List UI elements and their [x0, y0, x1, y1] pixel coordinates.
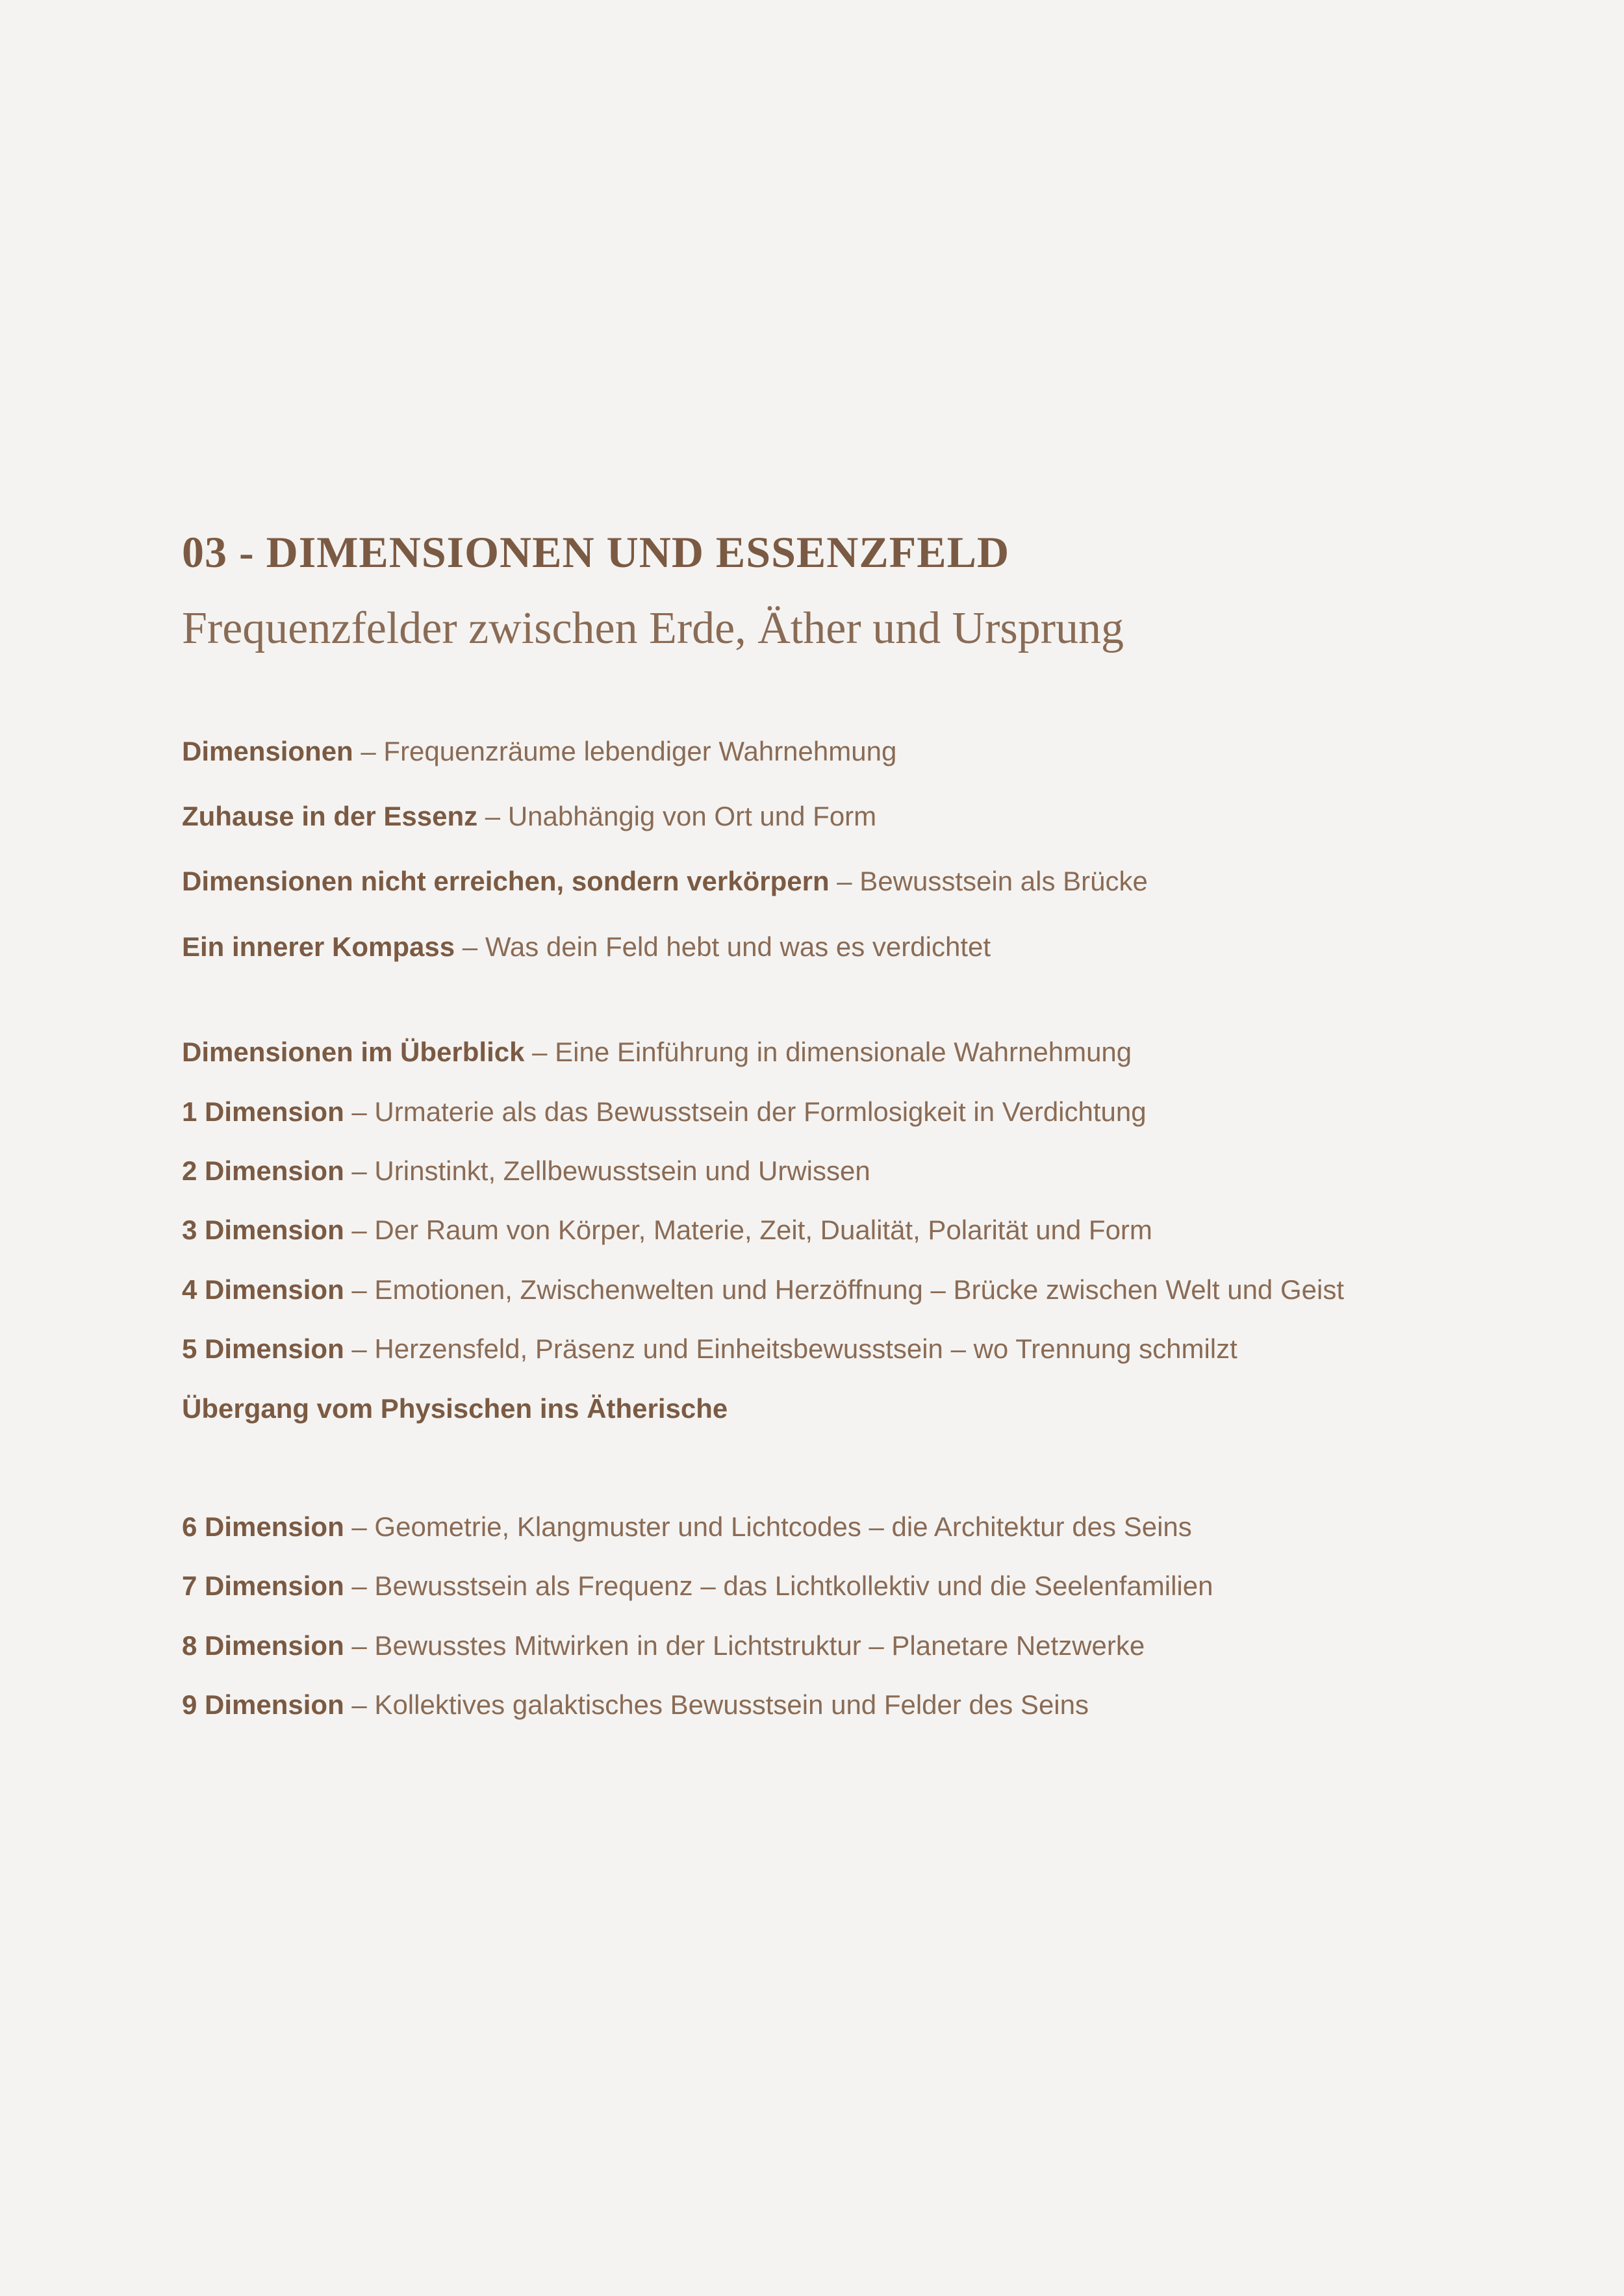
chapter-subtitle: Frequenzfelder zwischen Erde, Äther und Ursprung	[182, 603, 1124, 653]
item-term: 7 Dimension	[182, 1571, 344, 1602]
list-item	[182, 1214, 1546, 1246]
item-description: – Bewusstsein als Brücke	[829, 866, 1148, 897]
dimensions-list	[182, 1036, 1546, 1425]
item-description: – Herzensfeld, Präsenz und Einheitsbewusstsein – wo Trennung schmilzt	[344, 1333, 1237, 1365]
item-term: 1 Dimension	[182, 1096, 344, 1127]
chapter-title: 03 - DIMENSIONEN UND ESSENZFELD	[182, 527, 1010, 577]
item-term: 4 Dimension	[182, 1274, 344, 1305]
chapter-content	[182, 526, 1546, 1748]
list-item	[182, 1333, 1546, 1365]
item-description: – Urmaterie als das Bewusstsein der Formlosigkeit in Verdichtung	[344, 1096, 1147, 1127]
item-description: – Eine Einführung in dimensionale Wahrnehmung	[524, 1037, 1132, 1068]
list-item	[182, 1274, 1546, 1306]
item-term: Zuhause in der Essenz	[182, 800, 478, 831]
item-term: Übergang vom Physischen ins Ätherische	[182, 1393, 728, 1424]
list-item	[182, 800, 1546, 833]
list-item	[182, 865, 1546, 898]
list-item	[182, 1511, 1546, 1543]
item-term: 3 Dimension	[182, 1215, 344, 1246]
item-description: – Der Raum von Körper, Materie, Zeit, Dualität, Polarität und Form	[344, 1215, 1152, 1246]
list-item	[182, 1096, 1546, 1128]
item-description: – Geometrie, Klangmuster und Lichtcodes – die Architektur des Seins	[344, 1511, 1192, 1542]
item-term: 6 Dimension	[182, 1511, 344, 1542]
item-term: 5 Dimension	[182, 1333, 344, 1365]
item-description: – Bewusstes Mitwirken in der Lichtstruktur – Planetare Netzwerke	[344, 1630, 1145, 1661]
item-description: – Was dein Feld hebt und was es verdichtet	[455, 931, 991, 962]
list-item	[182, 1155, 1546, 1187]
list-item	[182, 1393, 1546, 1425]
intro-list	[182, 735, 1546, 964]
higher-dimensions-list	[182, 1511, 1546, 1722]
list-item	[182, 1630, 1546, 1662]
item-description: – Emotionen, Zwischenwelten und Herzöffnung – Brücke zwischen Welt und Geist	[344, 1274, 1344, 1305]
item-term: Ein innerer Kompass	[182, 931, 455, 962]
list-item	[182, 1570, 1546, 1602]
item-term: Dimensionen nicht erreichen, sondern verkörpern	[182, 866, 830, 897]
list-item	[182, 1036, 1546, 1068]
item-description: – Bewusstsein als Frequenz – das Lichtkollektiv und die Seelenfamilien	[344, 1571, 1213, 1602]
item-description: – Kollektives galaktisches Bewusstsein und Felder des Seins	[344, 1689, 1089, 1721]
item-term: Dimensionen im Überblick	[182, 1037, 525, 1068]
item-description: – Frequenzräume lebendiger Wahrnehmung	[353, 735, 897, 766]
list-item	[182, 735, 1546, 768]
list-item	[182, 1689, 1546, 1721]
item-description: – Unabhängig von Ort und Form	[477, 800, 877, 831]
item-term: 8 Dimension	[182, 1630, 344, 1661]
item-description: – Urinstinkt, Zellbewusstsein und Urwissen	[344, 1155, 870, 1186]
list-item	[182, 931, 1546, 963]
item-term: 9 Dimension	[182, 1689, 344, 1721]
item-term: Dimensionen	[182, 735, 353, 766]
item-term: 2 Dimension	[182, 1155, 344, 1186]
